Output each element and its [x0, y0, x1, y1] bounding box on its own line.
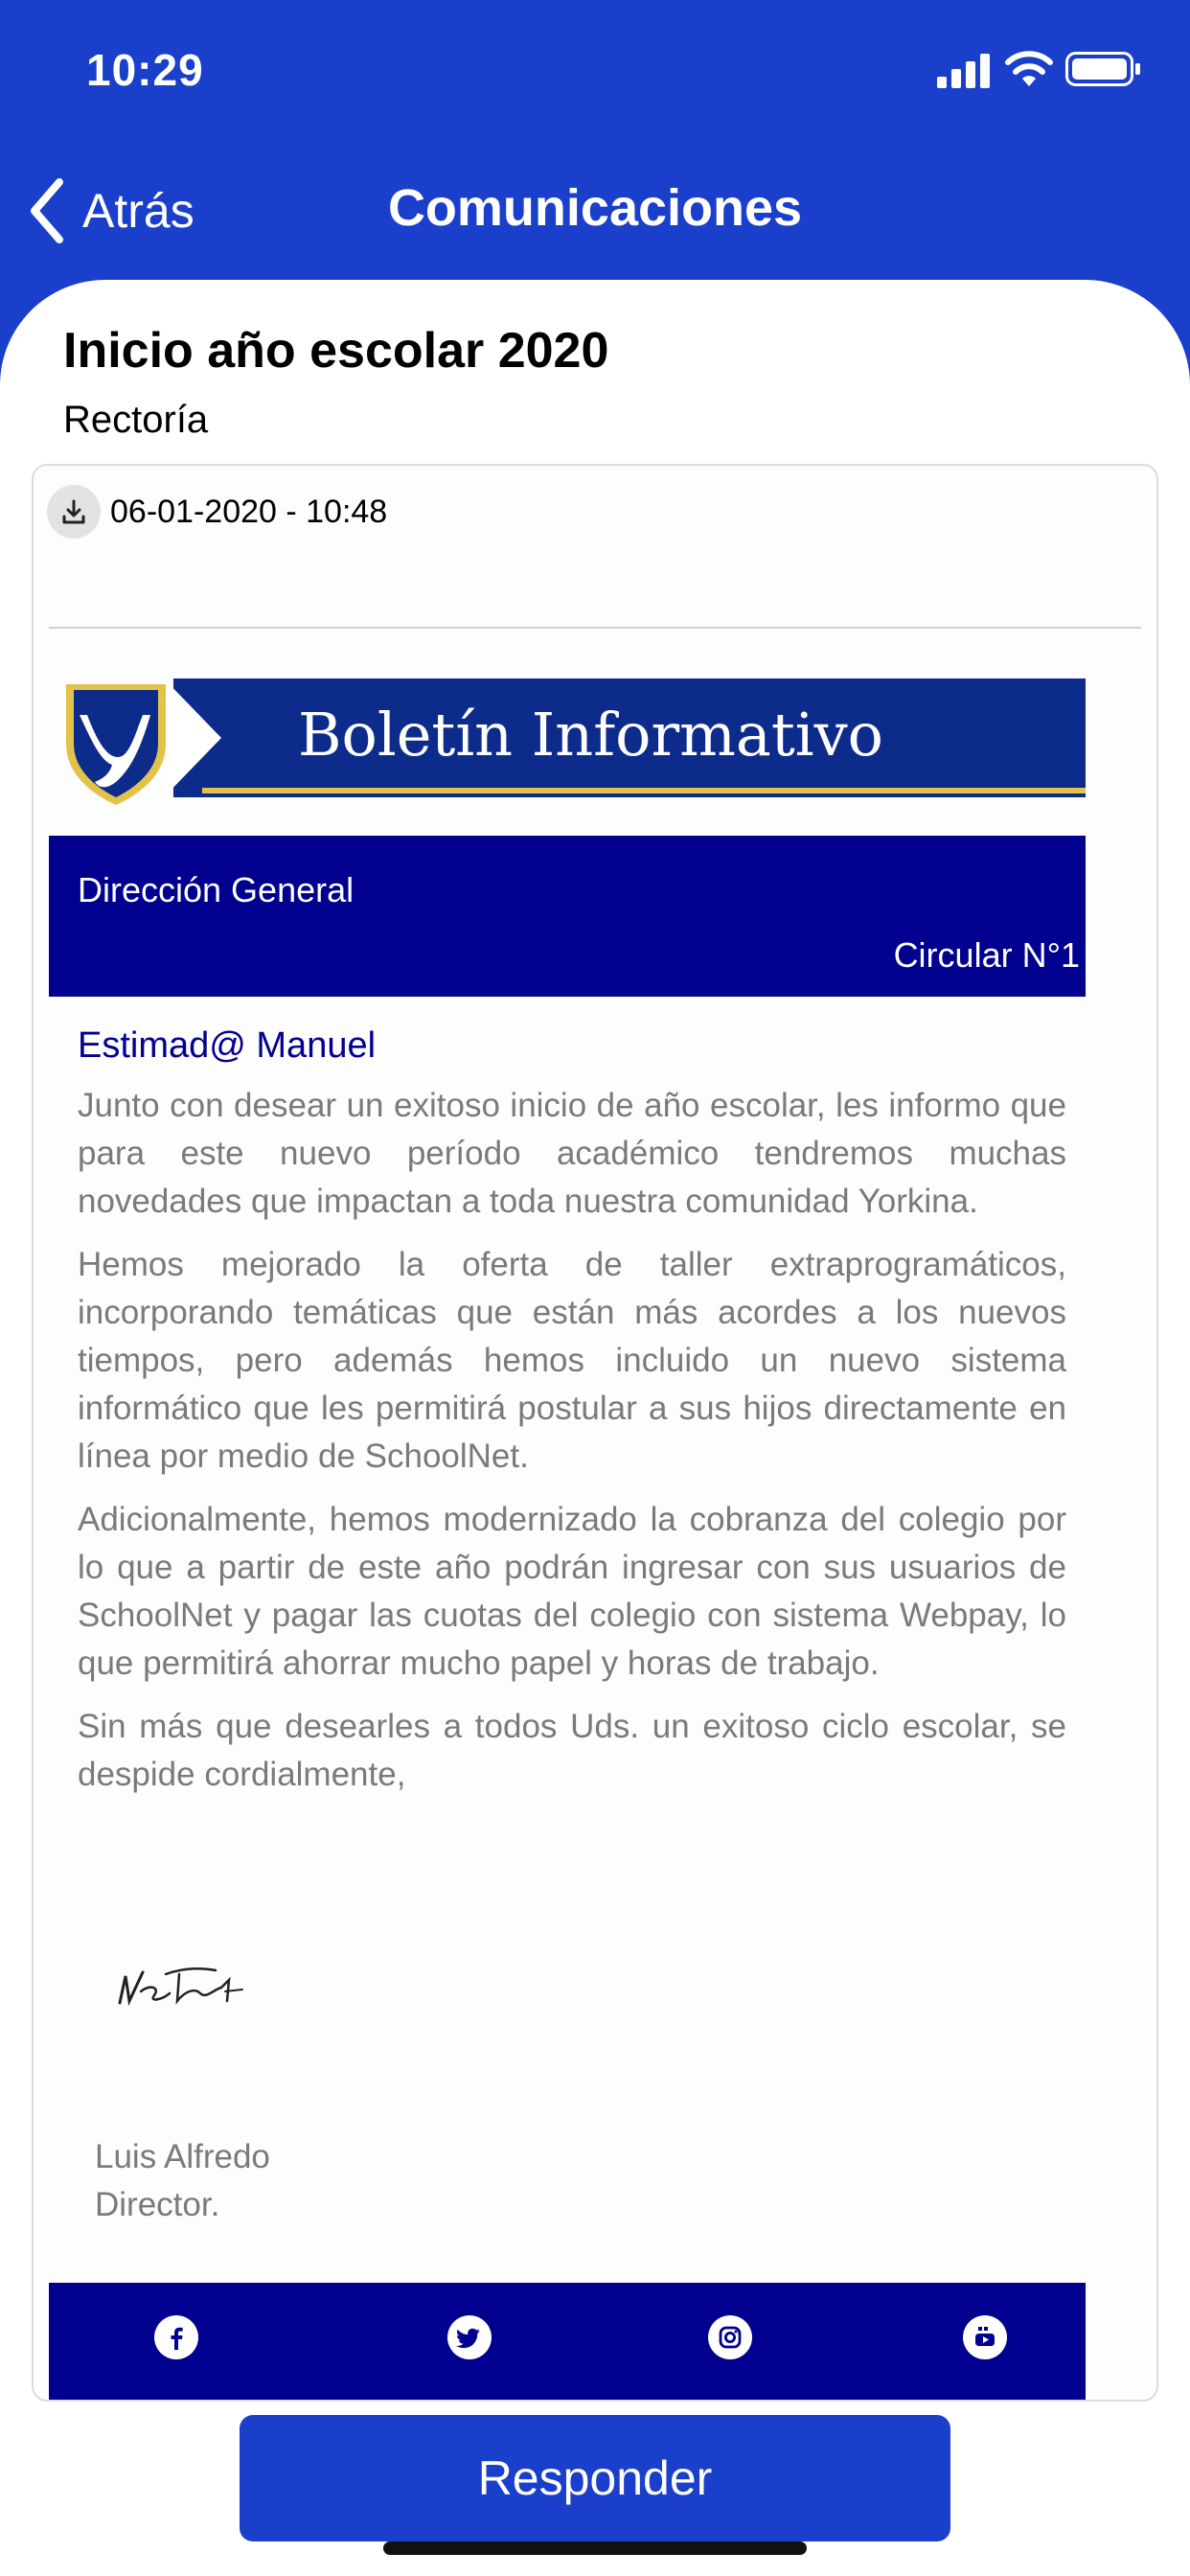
navigation-bar: [0, 163, 1190, 259]
instagram-link[interactable]: [708, 2315, 752, 2359]
school-logo: [49, 677, 221, 811]
youtube-icon: [971, 2323, 999, 2352]
banner-title: Boletín Informativo: [298, 700, 883, 770]
twitter-link[interactable]: [447, 2315, 492, 2359]
paragraph: Sin más que desearles a todos Uds. un exitoso ciclo escolar, se despide cordialmente,: [78, 1708, 1066, 1793]
wifi-icon: [1004, 48, 1054, 88]
download-button[interactable]: [47, 485, 101, 539]
status-time: 10:29: [86, 45, 204, 95]
instagram-icon: [716, 2323, 744, 2352]
paragraph: Hemos mejorado la oferta de taller extraprogramáticos, incorporando temáticas que están más acordes a los nuevos tiempos, pero además hemos incluido un nuevo sistema informático que les permitirá postular a sus hijos directamente en línea por medio de SchoolNet.: [78, 1246, 1066, 1475]
signer-role: Director.: [95, 2186, 220, 2223]
nav-title: Comunicaciones: [387, 179, 803, 237]
message-date: 06-01-2020 - 10:48: [110, 493, 388, 530]
paragraph: Adicionalmente, hemos modernizado la cobranza del colegio por lo que a partir de este año podrán ingresar con sus usuarios de SchoolNet y pagar las cuotas del colegio con sistema Webpay, lo que permitirá ahorrar mucho papel y horas de trabajo.: [78, 1501, 1066, 1682]
greeting: Estimad@ Manuel: [78, 1025, 377, 1066]
facebook-link[interactable]: [154, 2315, 198, 2359]
signature-image: [72, 1899, 302, 2053]
message-title: Inicio año escolar 2020: [63, 323, 609, 379]
home-indicator: [383, 2542, 807, 2555]
divider: [49, 627, 1141, 629]
circular-number: Circular N°1: [893, 935, 1080, 975]
message-card[interactable]: [32, 464, 1158, 2402]
newsletter-footer: [49, 2283, 1086, 2402]
cellular-signal-icon: [937, 54, 991, 88]
twitter-icon: [455, 2323, 484, 2352]
facebook-icon: [162, 2323, 191, 2352]
download-icon: [59, 497, 88, 526]
back-label: Atrás: [82, 184, 195, 238]
message-meta: [47, 485, 387, 539]
signer: [95, 2133, 270, 2229]
department-name: Dirección General: [78, 870, 355, 909]
message-sender: Rectoría: [63, 399, 209, 441]
battery-icon: [1065, 52, 1142, 86]
letter-body: [78, 1025, 1066, 1814]
signer-name: Luis Alfredo: [95, 2138, 270, 2175]
message-sheet: [0, 280, 1190, 2576]
department-header: [49, 836, 1086, 997]
newsletter-banner: [49, 677, 1086, 811]
banner-gold-stripe: [202, 788, 1086, 794]
paragraph: Junto con desear un exitoso inicio de año escolar, les informo que para este nuevo período académico tendremos muchas novedades que impactan a toda nuestra comunidad Yorkina.: [78, 1087, 1066, 1220]
youtube-link[interactable]: [963, 2315, 1007, 2359]
reply-button[interactable]: Responder: [240, 2415, 950, 2542]
status-bar: [0, 0, 1190, 134]
